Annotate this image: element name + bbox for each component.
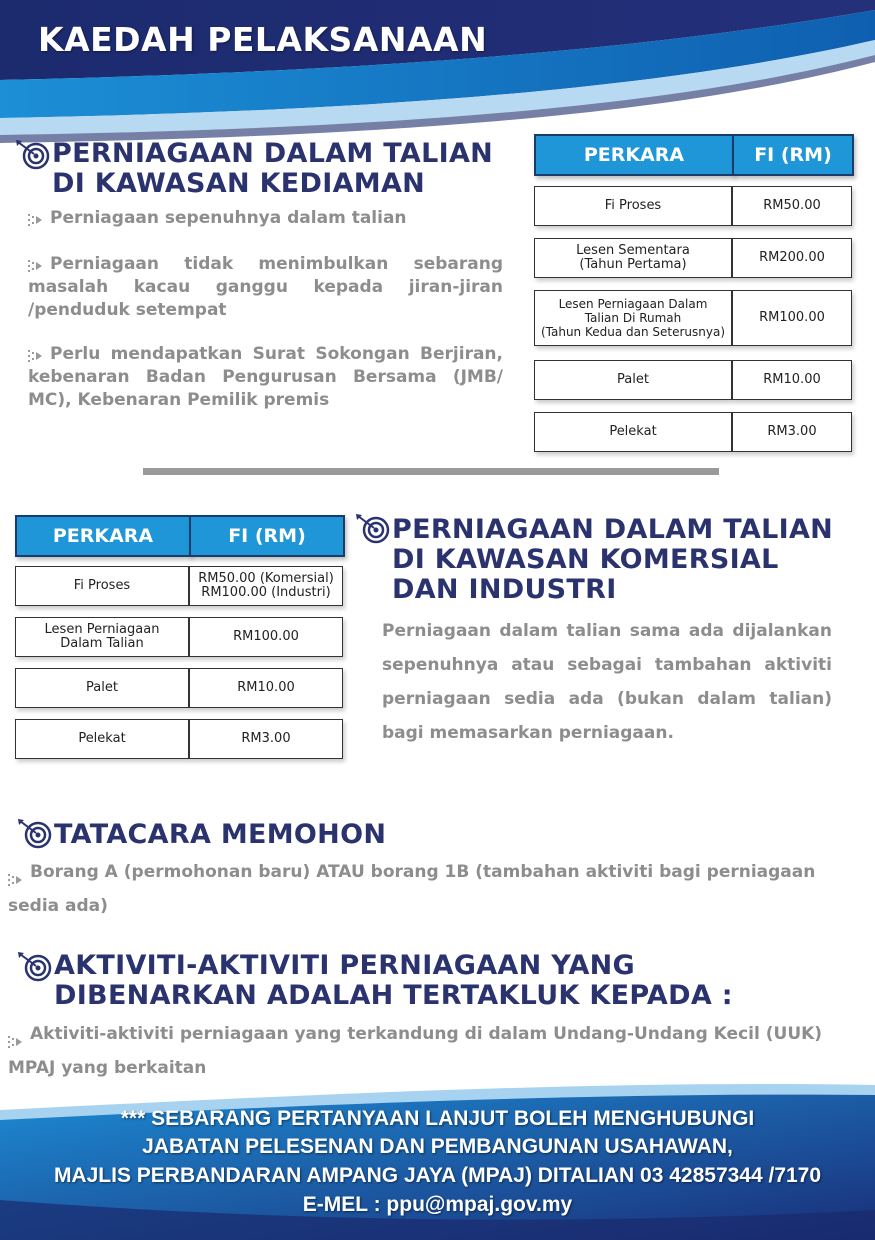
bullet-arrow-icon <box>28 347 44 361</box>
list-item: Perniagaan tidak menimbulkan sebarang masalah kacau ganggu kepada jiran-jiran /penduduk setempat <box>28 254 503 320</box>
table-cell: Lesen Perniagaan Dalam Talian Di Rumah (Tahun Kedua dan Seterusnya) <box>534 290 732 346</box>
table-header: FI (RM) <box>189 515 345 557</box>
table-cell: RM50.00 <box>732 186 852 226</box>
bullet-arrow-icon <box>8 1027 24 1041</box>
section-title: AKTIVITI-AKTIVITI PERNIAGAAN YANG DIBENARKAN ADALAH TERTAKLUK KEPADA : <box>54 950 733 1011</box>
divider <box>143 468 719 475</box>
table-cell: RM100.00 <box>189 617 343 657</box>
footer-text: JABATAN PELESENAN DAN PEMBANGUNAN USAHAWAN, <box>142 1135 733 1158</box>
table-cell: Lesen Perniagaan Dalam Talian <box>15 617 189 657</box>
table-cell: Lesen Sementara (Tahun Pertama) <box>534 238 732 278</box>
table-cell: Palet <box>15 668 189 708</box>
bullet-arrow-icon <box>8 865 24 879</box>
target-icon <box>16 817 52 849</box>
table-header: PERKARA <box>534 134 734 176</box>
bullet-arrow-icon <box>28 211 44 225</box>
list-item: Perniagaan sepenuhnya dalam talian <box>28 207 503 230</box>
table-cell: RM3.00 <box>189 719 343 759</box>
table-cell: RM10.00 <box>189 668 343 708</box>
table-cell: Fi Proses <box>534 186 732 226</box>
section-title: PERNIAGAAN DALAM TALIAN DI KAWASAN KEDIAMAN <box>52 138 494 199</box>
list-item: Perlu mendapatkan Surat Sokongan Berjiran, kebenaran Badan Pengurusan Bersama (JMB/ MC), Kebenaran Pemilik premis <box>28 344 503 410</box>
footer-text: *** SEBARANG PERTANYAAN LANJUT BOLEH MENGHUBUNGI <box>120 1107 755 1130</box>
bullet-arrow-icon <box>28 257 44 271</box>
table-header: FI (RM) <box>732 134 854 176</box>
footer-email: E-MEL : ppu@mpaj.gov.my <box>302 1193 573 1216</box>
table-cell: Fi Proses <box>15 566 189 606</box>
table-cell: RM50.00 (Komersial) RM100.00 (Industri) <box>189 566 343 606</box>
footer-text: MAJLIS PERBANDARAN AMPANG JAYA (MPAJ) DITALIAN 03 42857344 /7170 <box>53 1164 822 1187</box>
target-icon <box>14 138 50 170</box>
list-item: Aktiviti-aktiviti perniagaan yang terkandung di dalam Undang-Undang Kecil (UUK) MPAJ yang berkaitan <box>8 1024 823 1078</box>
paragraph: Perniagaan dalam talian sama ada dijalankan sepenuhnya atau sebagai tambahan aktiviti perniagaan sedia ada (bukan dalam talian) bagi memasarkan perniagaan. <box>382 621 832 743</box>
section-title: TATACARA MEMOHON <box>54 819 387 850</box>
section-title: PERNIAGAAN DALAM TALIAN DI KAWASAN KOMERSIAL DAN INDUSTRI <box>392 514 834 605</box>
target-icon <box>354 512 390 544</box>
target-icon <box>16 950 52 982</box>
table-cell: RM3.00 <box>732 412 852 452</box>
table-cell: Pelekat <box>534 412 732 452</box>
table-cell: RM10.00 <box>732 360 852 400</box>
table-cell: Palet <box>534 360 732 400</box>
table-header: PERKARA <box>15 515 191 557</box>
page-title: KAEDAH PELAKSANAAN <box>38 20 488 59</box>
table-cell: RM200.00 <box>732 238 852 278</box>
table-cell: Pelekat <box>15 719 189 759</box>
list-item: Borang A (permohonan baru) ATAU borang 1B (tambahan aktiviti bagi perniagaan sedia ada) <box>8 862 816 916</box>
table-cell: RM100.00 <box>732 290 852 346</box>
